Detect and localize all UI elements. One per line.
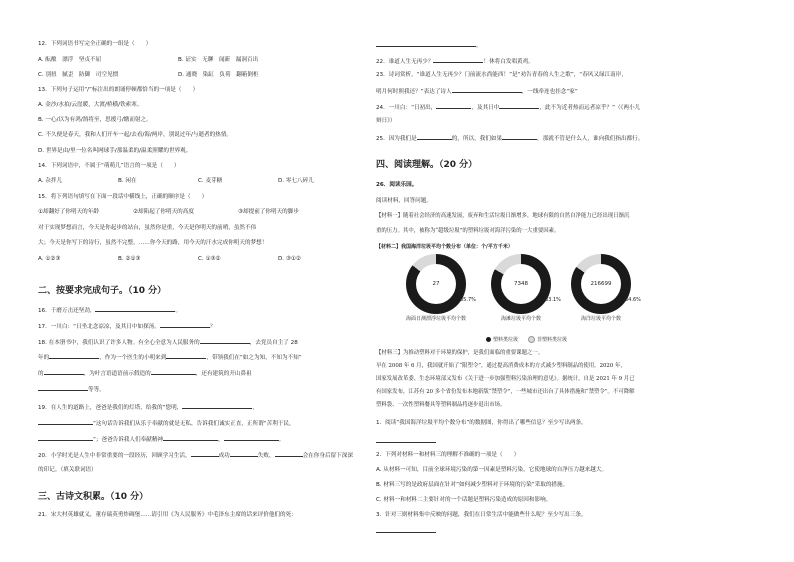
- q21: 21．宋大村英雄就义，董存瑞英勇炸碉堡……请引用《为人民服务》中毛泽东主席的话来评价他们的死：: [38, 512, 297, 518]
- q13-option-b[interactable]: B. 一心/以为有鸿/鹄将至，思援弓/缴而射之。: [38, 117, 152, 123]
- q15-sentence-2: ②却陷起了你明天的高度: [133, 209, 194, 215]
- q14-option-d[interactable]: D. 零七八碎儿: [278, 178, 314, 184]
- q17: 17．一川白：“日坐北念凉凉，及其日中如探汤。 ？: [38, 324, 216, 330]
- q14-options: [38, 178, 358, 185]
- q18-text-3b: ，为叶言语道语前示假造的: [83, 371, 151, 377]
- q18-blank-3[interactable]: [166, 353, 206, 359]
- donut-chart-3: [571, 254, 631, 314]
- q25-text-c: ，那就不管是什么人，谁向我们指出都行。: [537, 136, 644, 142]
- q18-blank-6[interactable]: [38, 385, 88, 391]
- q13-option-d[interactable]: D. 世界是由/里一位名叫网球手/那温柔的/温柔照耀的世界观。: [38, 148, 192, 154]
- q23-text-c: ，一线牵连也挂念“家”: [521, 89, 578, 95]
- donut-category-label-2: 海滩垃圾平均个数: [500, 316, 541, 322]
- q20-blank-3[interactable]: [275, 451, 303, 457]
- q14-option-c[interactable]: C. 麦芽糖: [198, 178, 223, 184]
- q12-option-b[interactable]: B. 证实 无聊 闻新 漏洞百出: [178, 57, 259, 63]
- q21-answer-line: 。: [376, 41, 482, 50]
- legend-item-1: [486, 337, 518, 343]
- legend-label-2: 非塑料类垃圾: [537, 337, 568, 343]
- q19-blank-2[interactable]: [38, 419, 93, 425]
- material-3-line4: 有国家发布，江苏有 20 多个省份发布本地新版“禁塑令”，一些城市还出台了具体措施和“禁塑令”。不可降解: [376, 389, 635, 395]
- q18-text-3: 的: [38, 371, 44, 377]
- q22-blank[interactable]: [433, 57, 483, 63]
- q19-text-3b: 。: [278, 437, 285, 443]
- donut-percent-label-3: 84.6%: [625, 297, 641, 303]
- r2-option-b[interactable]: B. 材料三写的是政府层面在针对“如何减少塑料对于环境的污染”采取的措施。: [376, 482, 569, 488]
- material-3-line3: 国家发展改革委、生态环境部又发布《关于进一步加强塑料污染治理的意见》。据统计，自是 2021 年 9 月已: [376, 376, 635, 382]
- q24-line1: [376, 103, 640, 112]
- q22: [376, 57, 534, 66]
- q17-blank[interactable]: [160, 322, 210, 328]
- q22-text-b: ！休将白发唱黄鸡。: [483, 59, 534, 65]
- q16-text: 16．千磨万击还坚劲，: [38, 308, 96, 314]
- q19-line1: [38, 403, 258, 412]
- r1-blank[interactable]: [376, 437, 436, 443]
- q18-line4: [38, 385, 105, 394]
- q20-text-1c: 失败，: [257, 453, 275, 459]
- donut-category-label-1: 海面日测漂浮垃圾平均个数: [405, 316, 466, 322]
- r3-answer-line: [376, 527, 436, 536]
- donut-total-2: 7348: [501, 264, 541, 304]
- r2-option-a[interactable]: A. 从材料一可知，目前全球环境污染的第一因素是塑料污染，它使地球的自净压力越来越大。: [376, 467, 608, 473]
- material-3-line5: 塑料袋、一次性塑料餐具等塑料制品将逐步退出市场。: [376, 402, 506, 408]
- q26-title: 26．阅读乐园。: [376, 182, 418, 188]
- r3-question: 3．针对三则材料集中反映的问题，我们在日常生活中能做些什么呢？至少写出三条。: [376, 512, 587, 518]
- q25: [376, 134, 643, 143]
- material-1-line1: 【材料一】随着社会经济的高速发展，废弃和生活垃圾日渐增多，地球有限的自然自净能力已经出现日渐沉: [376, 213, 630, 219]
- q13-option-c[interactable]: C. 不久便是春天，我和人们开车一起/去看/海/两岸，别说过年/与逝者的热情。: [38, 132, 233, 138]
- q18-text-3c: ，还有建筑的开山鼻祖: [195, 371, 252, 377]
- q19-blank-1[interactable]: [182, 403, 252, 409]
- q15-sentence-1: ①却翻好了你明天的年龄: [38, 209, 99, 215]
- q15-stem: 15．将下列语句填写在下面一段话中横线上，正确的顺序是（ ）: [38, 194, 208, 200]
- q20-line1: [38, 451, 353, 460]
- q18-text-2: 年的: [38, 355, 50, 361]
- q18-text-1: 18. 在本册书中，我们认识了许多人物。有全心全意为人民服务的: [38, 340, 200, 346]
- q16-blank[interactable]: [95, 306, 175, 312]
- q15-option-c[interactable]: C. ①③②: [198, 256, 221, 262]
- q20-blank-2[interactable]: [230, 451, 258, 457]
- q18-blank-1[interactable]: [200, 338, 250, 344]
- q18-text-4: 等等。: [88, 387, 105, 393]
- r2-question: 2．下列对材料一和材料三的理解不准确的一项是（ ）: [376, 452, 520, 458]
- donut-category-label-3: 海洋垃圾平均个数: [580, 316, 621, 322]
- donut-total-1: 27: [416, 264, 456, 304]
- q16: 16．千磨万击还坚劲， 。: [38, 308, 182, 314]
- donut-percent-label-1: 85.7%: [460, 297, 476, 303]
- q19-text-2: ”这句话告诉我们从乐于奉献的就是无私，告诉我们诚实正直，正所谓“苦利于民，: [93, 421, 295, 427]
- section-4-heading: 四、阅读理解。（20 分）: [376, 160, 478, 170]
- q18-blank-2[interactable]: [49, 353, 99, 359]
- donut-total-3: 216699: [581, 264, 621, 304]
- q23-line2: [376, 87, 578, 96]
- q20-text-1b: 成功: [218, 453, 230, 459]
- q18-blank-5[interactable]: [151, 369, 196, 375]
- q12-option-a[interactable]: A. 酝酿 漂浮 坚贞不屈: [38, 57, 102, 63]
- q20-line2: 的印记。（填关联词语）: [38, 467, 97, 473]
- q14-stem: 14．下列词语中，不属于“萌萌儿”语言的一项是（ ）: [38, 163, 180, 169]
- section-3-heading: 三、古诗文积累。（10 分）: [38, 492, 149, 502]
- q19-line3: ”；爸爸告诉我人们奉献精神 ， 。: [38, 435, 284, 444]
- q12-option-d[interactable]: D. 通晓 染缸 负荷 翻箱倒柜: [178, 72, 259, 78]
- q23-line1: 23．诗词赏析，“谁道人生无再少？门前流水尚能西！”是“劝告青春的人生之歌”，“春风又绿江南岸，: [376, 72, 627, 78]
- q18-text-2c: ，带领我们在“如之为知，不知为不知”: [206, 355, 302, 361]
- q18-line1: [38, 338, 298, 347]
- q20-blank-1[interactable]: [191, 451, 219, 457]
- q25-blank-1[interactable]: [417, 134, 452, 140]
- trash-distribution-chart: [376, 252, 676, 347]
- q18-line2: [38, 353, 302, 362]
- q20-text-1: 20．小学时光是人生中非常重要的一段经历，回顾学习生活，: [38, 453, 191, 459]
- q20-text-1d: 会在你身后留下深深: [302, 453, 353, 459]
- donut-chart-1: [406, 254, 466, 314]
- material-3-line2: 早在 2008 年 6 月，我国就开始了“限塑令”，通过提高消费成本的方式减少塑料制品的使用。2020 年，: [376, 363, 626, 369]
- legend-label-1: 塑料类垃圾: [493, 337, 519, 343]
- q24-text-c: ，此不为近者热而远者凉乎？”（《两小儿: [539, 105, 641, 111]
- q12-stem: 12．下列词语书写完全正确的一组是（ ）: [38, 41, 152, 47]
- donut-chart-2: [491, 254, 551, 314]
- q12-options-2: [38, 72, 358, 79]
- q19-blank-3[interactable]: [38, 435, 93, 441]
- r1-question: 1．阅读“我国海洋垃圾平均个数分布”的数据图，你得出了哪些信息？至少写出两条。: [376, 420, 587, 426]
- r2-option-c[interactable]: C. 材料一和材料二主要针对的一个话题是塑料污染造成的原因和影响。: [376, 497, 552, 503]
- q15-passage-2: 大；今天是你写下的诗行，虽然不完整，……你今天的路，用今天的汗水完成你明天的梦想！: [38, 240, 268, 246]
- q23-text-b: 明月何时照我还？”表达了诗人: [376, 89, 452, 95]
- q14-option-a[interactable]: A. 杂拌儿: [38, 178, 63, 184]
- q18-text-1b: ，去党员自主了 28: [249, 340, 298, 346]
- legend-swatch-2: [528, 336, 535, 343]
- q12-options: [38, 57, 358, 64]
- legend-item-2: [528, 337, 567, 343]
- legend-swatch-1: [486, 337, 491, 342]
- q24-line2: 辩日》）: [376, 118, 396, 124]
- q25-text-b: 的，所以，我们如果: [451, 136, 503, 142]
- q17-text: 17．一川白：“日坐北念凉凉，及其日中如探汤。: [38, 324, 160, 330]
- q23-blank[interactable]: [452, 87, 522, 93]
- q19-line2: [38, 419, 295, 428]
- q19-text-1b: ，: [252, 405, 258, 411]
- q13-stem: 13．下列句子运用“/”标注出的朗诵停顿都恰当的一项是（ ）: [38, 87, 199, 93]
- q12-option-c[interactable]: C. 别扭 腻歪 防御 司空见惯: [38, 72, 119, 78]
- q13-option-a[interactable]: A. 金沙/水拍/云崖暖，大渡/桥横/铁索寒。: [38, 102, 143, 108]
- section-2-heading: 二、按要求完成句子。（10 分）: [38, 286, 167, 296]
- q18-line3: [38, 369, 252, 378]
- q15-sentence-3: ③却提前了你明天的脚步: [238, 209, 299, 215]
- q25-text: 25．因为我们是: [376, 136, 417, 142]
- material-2-chart-title: 【材料二】我国海洋垃圾平均个数分布（单位：个/平方千米）: [376, 244, 513, 250]
- material-1-line2: 重的压力。其中，被称为“超级垃圾”的塑料垃圾对海洋污染的一大重要因素。: [376, 228, 560, 234]
- r1-answer-line: [376, 437, 436, 446]
- q21-blank[interactable]: [376, 41, 476, 47]
- q24-text: 24．一川白：“日初出，: [376, 105, 437, 111]
- chart-legend: [486, 336, 577, 344]
- q18-blank-4[interactable]: [44, 369, 84, 375]
- q15-passage-1: 对于实现梦想而言，今天是你起步的站台，虽然你是重，今天是你明天的前哨，虽然不伟: [38, 225, 257, 231]
- q15-options: [38, 256, 358, 263]
- q19-text-3: ”；爸爸告诉我人们奉献精神: [93, 437, 164, 443]
- donut-percent-label-2: 83.1%: [545, 297, 561, 303]
- r3-blank[interactable]: [376, 527, 436, 533]
- q15-sentences: [38, 209, 358, 216]
- q19-text-1: 19．在人生的道路上，爸爸是我们的灯塔，给我的“您明，: [38, 405, 183, 411]
- q19-blank-5[interactable]: [224, 435, 279, 441]
- q18-text-2b: ，作为一个医生的小明来到: [99, 355, 167, 361]
- q24-blank-2[interactable]: [499, 103, 539, 109]
- q24-text-b: ，及其日中: [471, 105, 500, 111]
- q26-instruction: 阅读材料，回答问题。: [376, 198, 432, 204]
- q24-blank-1[interactable]: [436, 103, 471, 109]
- q14-option-b[interactable]: B. 闲在: [118, 178, 137, 184]
- material-3-line1: 【材料三】为推动塑料对于环境的保护，是我们面临的重要课题之一。: [376, 350, 544, 356]
- q15-option-a[interactable]: A. ①②③: [38, 256, 61, 262]
- q15-option-d[interactable]: D. ③①②: [278, 256, 301, 262]
- q19-blank-4[interactable]: [163, 435, 218, 441]
- q15-option-b[interactable]: B. ②①③: [118, 256, 141, 262]
- q25-blank-2[interactable]: [502, 134, 537, 140]
- q22-text: 22．谁道人生无再少？: [376, 59, 434, 65]
